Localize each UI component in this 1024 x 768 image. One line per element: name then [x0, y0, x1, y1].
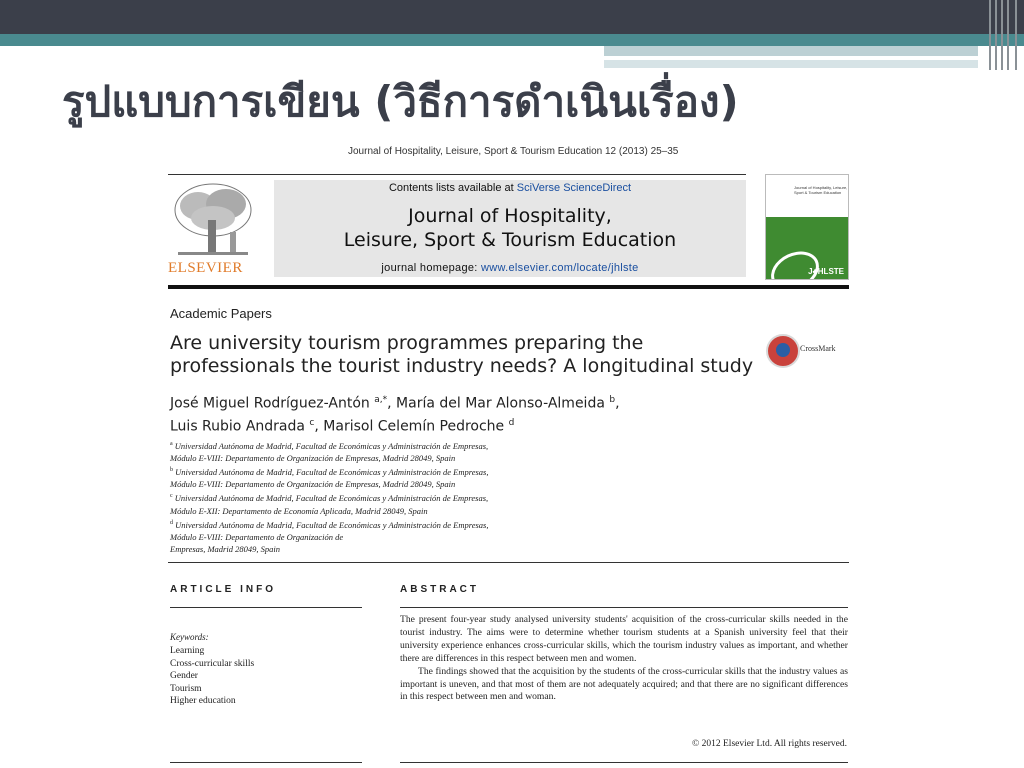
info-top-rule — [168, 562, 849, 563]
author-affil-mark: a,* — [374, 395, 388, 405]
abstract-heading: ABSTRACT — [400, 584, 479, 595]
cover-green-area — [766, 217, 848, 279]
affil-text: Universidad Autónoma de Madrid, Facultad de Económicas y Administración de Empresas, — [173, 519, 489, 530]
keyword-item: Cross-curricular skills — [170, 658, 255, 669]
author-affil-mark: b — [609, 395, 616, 405]
article-info-rule — [170, 607, 362, 608]
author-name[interactable]: Luis Rubio Andrada — [170, 418, 305, 435]
homepage-prefix: journal homepage: — [381, 262, 481, 274]
sciencedirect-link[interactable]: SciVerse ScienceDirect — [516, 182, 632, 194]
author-affil-mark: d — [508, 417, 515, 428]
journal-title — [274, 204, 746, 252]
author-name[interactable]: José Miguel Rodríguez-Antón — [170, 395, 370, 412]
affil-mark: c — [170, 493, 173, 500]
affiliation-line: Módulo E-XII: Departamento de Economía Aplicada, Madrid 28049, Spain — [170, 505, 428, 516]
keyword-item: Gender — [170, 671, 198, 681]
contents-line — [274, 182, 746, 194]
affiliation-line — [170, 517, 590, 531]
article-info-bottom-rule — [170, 762, 362, 763]
abstract-text — [400, 614, 848, 704]
crossmark-label: CrossMark — [800, 344, 836, 353]
journal-header-box — [274, 180, 746, 277]
elsevier-logo — [168, 180, 258, 280]
contents-prefix: Contents lists available at — [388, 182, 517, 194]
tree-icon — [168, 180, 258, 262]
author-name[interactable]: Marisol Celemín Pedroche — [323, 418, 505, 435]
copyright-notice: © 2012 Elsevier Ltd. All rights reserved. — [692, 739, 847, 749]
author-separator: , — [387, 395, 397, 412]
author-separator: , — [615, 395, 620, 412]
affil-mark: d — [170, 519, 173, 526]
header-rule — [168, 174, 746, 175]
author-line-2 — [170, 414, 730, 437]
affil-text: Universidad Autónoma de Madrid, Facultad de Económicas y Administración de Empresas, — [173, 467, 489, 478]
keywords-label: Keywords: — [170, 632, 209, 642]
author-name[interactable]: María del Mar Alonso-Almeida — [396, 395, 605, 412]
vertical-lines-ornament — [985, 0, 1024, 70]
paper-title — [170, 332, 770, 378]
author-list — [170, 391, 730, 436]
cover-label: J♣HLSTE — [808, 267, 844, 276]
journal-cover-thumbnail — [765, 174, 849, 280]
paper-title-line2: professionals the tourist industry needs? A longitudinal study — [170, 355, 754, 377]
elsevier-wordmark: ELSEVIER — [168, 260, 243, 276]
abstract-paragraph-1: The present four-year study analysed university students' acquisition of the cross-curricular skills needed in the tourist industry. The aims were to determine whether tourism students at a Spanish university feel that their university experience enhances cross-curricular skills, which the tourism industry values as important, and whether there are differences in this respect between men and women. — [400, 614, 848, 664]
journal-title-line1: Journal of Hospitality, — [408, 205, 612, 227]
author-separator: , — [314, 418, 324, 435]
keyword-item: Higher education — [170, 696, 236, 706]
keywords-list — [170, 645, 254, 708]
slide-title: รูปแบบการเขียน (วิธีการดำเนินเรื่อง) — [62, 77, 739, 126]
abstract-rule — [400, 607, 848, 608]
affiliation-line: Módulo E-VIII: Departamento de Organización de Empresas, Madrid 28049, Spain — [170, 453, 456, 464]
paper-screenshot — [168, 142, 849, 768]
paper-title-line1: Are university tourism programmes preparing the — [170, 332, 644, 354]
affiliation-line — [170, 490, 590, 504]
article-info-heading: ARTICLE INFO — [170, 584, 276, 595]
affiliation-line — [170, 464, 590, 478]
author-line-1 — [170, 391, 730, 414]
affiliation-line: Empresas, Madrid 28049, Spain — [170, 543, 280, 554]
affil-mark: b — [170, 467, 173, 474]
accent-strip-2 — [604, 60, 978, 68]
keyword-item: Tourism — [170, 683, 202, 694]
homepage-link[interactable]: www.elsevier.com/locate/jhlste — [481, 262, 639, 274]
cover-text: Journal of Hospitality, Leisure, Sport & Tourism Education — [794, 185, 848, 195]
author-affil-mark: c — [309, 417, 315, 428]
journal-citation: Journal of Hospitality, Leisure, Sport & Tourism Education 12 (2013) 25–35 — [348, 146, 679, 157]
abstract-paragraph-2: The findings showed that the acquisition by the students of the cross-curricular skills that the industry values as important is uneven, and that most of them are not adequately acquired; and that there are no significant differences in this respect between men and woman. — [400, 665, 848, 703]
abstract-bottom-rule — [400, 762, 848, 763]
affiliation-line: Módulo E-VIII: Departamento de Organización de Empresas, Madrid 28049, Spain — [170, 479, 456, 490]
affil-mark: a — [170, 441, 173, 447]
section-label: Academic Papers — [170, 306, 272, 321]
teal-band — [0, 34, 1024, 46]
affiliation-line: Módulo E-VIII: Departamento de Organización de — [170, 531, 344, 542]
affiliation-line — [170, 438, 590, 452]
keyword-item: Learning — [170, 646, 205, 656]
crossmark-icon[interactable] — [766, 334, 800, 368]
accent-strip — [604, 46, 978, 56]
top-dark-bar — [0, 0, 1024, 34]
affil-text: Universidad Autónoma de Madrid, Facultad de Económicas y Administración de Empresas, — [172, 493, 489, 504]
journal-title-line2: Leisure, Sport & Tourism Education — [343, 229, 677, 251]
header-thick-rule — [168, 285, 849, 289]
affil-text: Universidad Autónoma de Madrid, Facultad de Económicas y Administración de Empresas, — [172, 440, 489, 451]
journal-homepage — [274, 262, 746, 274]
affiliations — [170, 438, 590, 555]
